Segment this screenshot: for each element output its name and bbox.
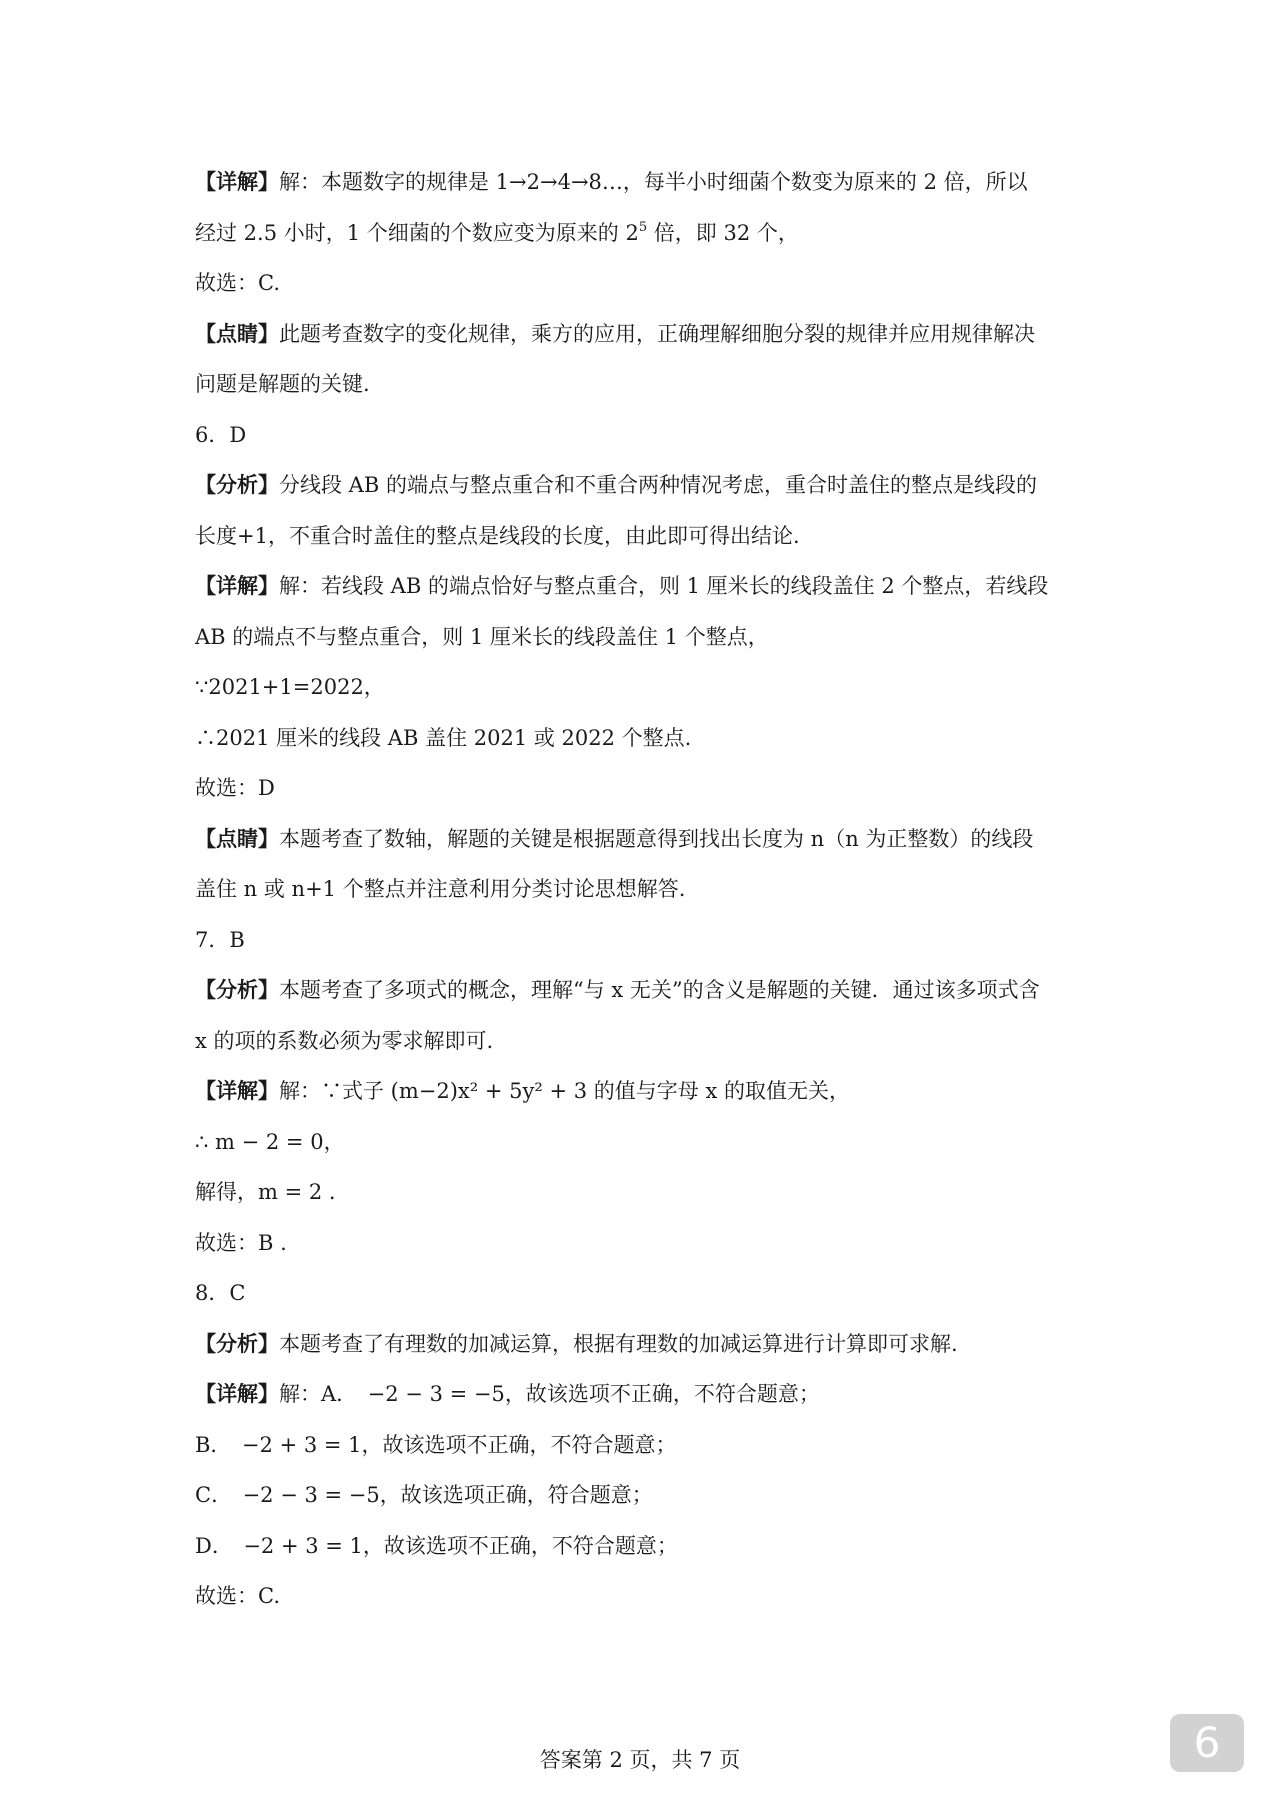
- q5-comment-text-1: 此题考查数字的变化规律，乘方的应用，正确理解细胞分裂的规律并应用规律解决: [279, 321, 1035, 346]
- q7-detail-line-1: [195, 1071, 1095, 1122]
- q5-detail-text-2b: 倍，即 32 个，: [647, 220, 799, 245]
- q6-choice: 故选：D: [195, 776, 275, 800]
- analysis-tag: 【分析】: [195, 1330, 279, 1356]
- q7-choice: 故选：B .: [195, 1230, 287, 1255]
- q6-comment-line-2: 盖住 n 或 n+1 个整点并注意利用分类讨论思想解答.: [195, 877, 686, 901]
- q8-detail-text-1: 解：A． −2 − 3 = −5，故该选项不正确，不符合题意；: [279, 1382, 820, 1406]
- answer-content: [195, 162, 1095, 1627]
- detail-tag: 【详解】: [195, 573, 279, 598]
- q6-comment-text-1: 本题考查了数轴，解题的关键是根据题意得到找出长度为 n（n 为正整数）的线段: [279, 826, 1034, 851]
- q5-detail-text-1: 解：本题数字的规律是 1→2→4→8…，每半小时细菌个数变为原来的 2 倍，所以: [279, 170, 1028, 194]
- q6-detail-line-2: AB 的端点不与整点重合，则 1 厘米长的线段盖住 1 个整点，: [195, 624, 769, 649]
- q5-comment-line-1: [195, 314, 1095, 365]
- q6-analysis-line-2: 长度+1，不重合时盖住的整点是线段的长度，由此即可得出结论.: [195, 523, 800, 548]
- q8-choice: 故选：C.: [195, 1584, 280, 1608]
- q7-detail-line-2: ∴ m − 2 = 0，: [195, 1129, 345, 1154]
- q5-detail-text-2a: 经过 2.5 小时，1 个细菌的个数应变为原来的 2: [195, 220, 639, 245]
- q6-analysis-line-1: [195, 465, 1095, 516]
- q7-analysis-line-1: [195, 970, 1095, 1021]
- q8-option-d: D． −2 + 3 = 1，故该选项不正确，不符合题意；: [195, 1533, 678, 1558]
- q6-heading: 6．D: [195, 422, 247, 447]
- detail-tag: 【详解】: [195, 169, 279, 194]
- q8-option-b: B． −2 + 3 = 1，故该选项不正确，不符合题意；: [195, 1432, 677, 1457]
- q7-analysis-line-2: x 的项的系数必须为零求解即可.: [195, 1028, 494, 1053]
- analysis-tag: 【分析】: [195, 472, 279, 497]
- q6-detail-line-3: ∵2021+1=2022，: [195, 675, 385, 699]
- q6-detail-line-1: [195, 566, 1095, 617]
- page-footer: 答案第 2 页，共 7 页: [539, 1748, 741, 1772]
- q7-detail-line-3: 解得，m = 2 .: [195, 1180, 336, 1204]
- q8-detail-line-1: [195, 1374, 1095, 1425]
- comment-tag: 【点睛】: [195, 320, 279, 346]
- q5-comment-line-2: 问题是解题的关键.: [195, 372, 370, 396]
- detail-tag: 【详解】: [195, 1381, 279, 1406]
- q6-analysis-text-1: 分线段 AB 的端点与整点重合和不重合两种情况考虑，重合时盖住的整点是线段的: [279, 473, 1037, 497]
- page-number-badge: 6: [1170, 1714, 1244, 1772]
- analysis-tag: 【分析】: [195, 977, 279, 1002]
- comment-tag: 【点睛】: [195, 825, 279, 851]
- q7-detail-text-1: 解：∵式子 (m−2)x² + 5y² + 3 的值与字母 x 的取值无关，: [279, 1079, 850, 1103]
- q5-choice: 故选：C.: [195, 271, 280, 295]
- q6-detail-text-1: 解：若线段 AB 的端点恰好与整点重合，则 1 厘米长的线段盖住 2 个整点，若线段: [279, 574, 1049, 598]
- q8-analysis-line-1: [195, 1324, 1095, 1375]
- q5-exponent: 5: [638, 219, 648, 235]
- q8-option-c: C． −2 − 3 = −5，故该选项正确，符合题意；: [195, 1483, 653, 1507]
- q5-detail-line-1: [195, 162, 1095, 213]
- q8-analysis-text-1: 本题考查了有理数的加减运算，根据有理数的加减运算进行计算即可求解.: [279, 1331, 958, 1356]
- detail-tag: 【详解】: [195, 1078, 279, 1103]
- q6-comment-line-1: [195, 819, 1095, 870]
- q7-analysis-text-1: 本题考查了多项式的概念，理解“与 x 无关”的含义是解题的关键．通过该多项式含: [279, 978, 1040, 1002]
- q5-detail-line-2: [195, 213, 1095, 264]
- q6-detail-line-4: ∴2021 厘米的线段 AB 盖住 2021 或 2022 个整点.: [195, 725, 692, 750]
- q8-heading: 8．C: [195, 1281, 246, 1305]
- q7-heading: 7．B: [195, 927, 245, 952]
